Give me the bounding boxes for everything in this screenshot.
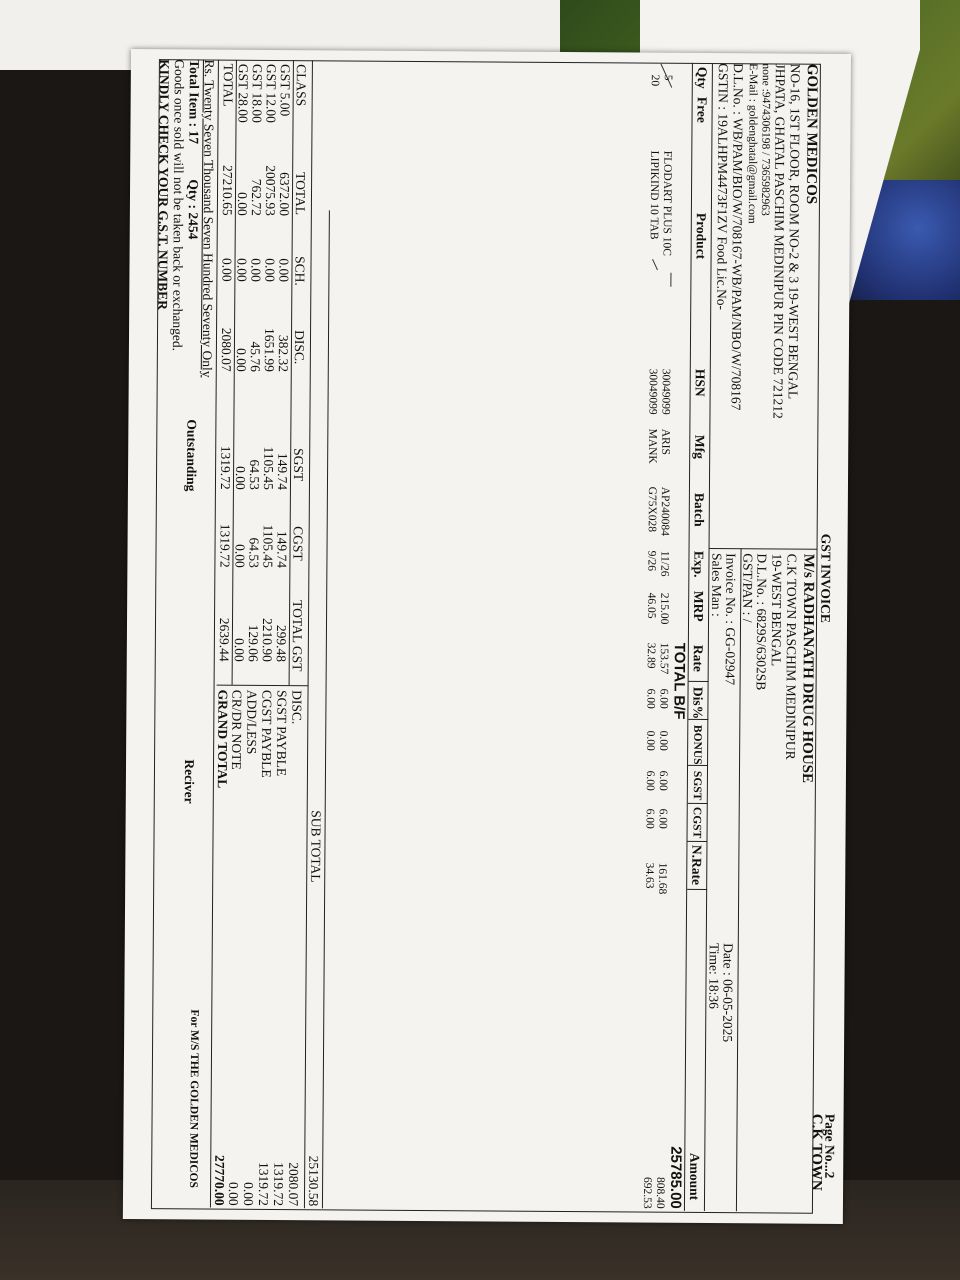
for-company-label: For M/S THE GOLDEN MEDICOS [187, 1009, 201, 1188]
tax-col-total-gst: TOTAL GST [289, 600, 306, 672]
item-hsn: 30049099 [646, 368, 659, 415]
terms-note: Goods once sold will not be taken back or exchanged. [169, 59, 187, 352]
seller-address-1: NO-16, 1ST FLOOR, ROOM NO-2 & 3 19-WEST BENGAL [785, 63, 803, 400]
col-divider-dis [688, 719, 708, 720]
buyer-name: M/s RADHANATH DRUG HOUSE [798, 553, 817, 784]
grand-total-value: 27770.00 [211, 1154, 228, 1206]
item-exp: 9/26 [645, 550, 658, 572]
tax-cgst: 64.53 [246, 537, 262, 568]
buyer-address-1: C.K TOWN PASCHIM MEDINIPUR [783, 553, 800, 760]
item-mrp: 215.00 [658, 592, 671, 625]
col-mrp: MRP [691, 590, 707, 622]
item-cgst: 6.00 [656, 808, 669, 829]
tax-class: TOTAL [220, 63, 236, 107]
item-product: LIPIKIND 10 TAB [647, 150, 661, 240]
invoice-title: GST INVOICE [818, 533, 834, 624]
total-bf-label: TOTAL B/F [670, 642, 688, 720]
tax-col-total: TOTAL [292, 172, 309, 216]
tax-disc: 382.32 [275, 334, 292, 373]
tax-col-class: CLASS [293, 64, 309, 107]
grand-total-label: GRAND TOTAL [214, 689, 231, 789]
sub-total-value: 25130.58 [305, 1155, 322, 1207]
item-bonus: 0.00 [657, 730, 670, 751]
item-qty: 20 [648, 74, 661, 87]
tax-disc: 2080.07 [218, 327, 235, 372]
page-number: Page No...2 [822, 1113, 838, 1179]
item-amount: 808.40 [653, 1177, 667, 1209]
sales-man: Sales Man : [709, 553, 725, 617]
tax-class: GST 28.00 [235, 63, 251, 123]
item-rate: 32.89 [644, 642, 657, 669]
tax-sgst: 0.00 [232, 466, 249, 490]
tax-disc: 1651.99 [261, 328, 278, 372]
seller-address-2: JHPATA, GHATAL PASCHIM MEDINIPUR PIN CODE 721212 [770, 63, 788, 419]
handwritten-dash [670, 273, 671, 287]
seller-phone: none :9474306198 / 7365982963 [758, 63, 772, 216]
tax-disc: 45.76 [247, 341, 263, 372]
item-sgst: 6.00 [643, 770, 656, 791]
town-label: C.K TOWN [808, 1113, 825, 1191]
tax-col-sgst: SGST [291, 448, 307, 482]
tax-cgst: 1319.72 [217, 523, 233, 568]
col-qty: Qty [694, 66, 710, 89]
total-item-count: Total Item : 17 [186, 59, 202, 145]
col-product: Product [693, 212, 709, 260]
tax-total-gst: 129.06 [245, 624, 262, 662]
col-divider-sgst [688, 803, 708, 804]
summary-value: 0.00 [240, 1182, 257, 1206]
buyer-dl-no: D.L.No. : 6829S/6302SB [753, 553, 770, 691]
summary-label: SGST PAYBLE [273, 689, 290, 777]
seller-dl-no: D.L.No. : WB/PAM/BIO/W/708167-WB/PAM/NBO/W/708167 [728, 63, 746, 411]
col-nrate: N.Rate [689, 844, 705, 886]
col-divider-nrate [687, 889, 707, 890]
col-mfg: Mfg [692, 434, 708, 460]
col-exp: Exp. [691, 550, 707, 578]
item-sgst: 6.00 [656, 770, 669, 791]
tax-class: GST 12.00 [263, 63, 279, 124]
tax-sgst: 1319.72 [217, 445, 234, 490]
tax-col-disc: DISC. [291, 330, 308, 365]
col-amount: Amount [686, 1152, 703, 1201]
tax-sgst: 1105.45 [260, 446, 277, 490]
tax-total-gst: 2210.90 [259, 618, 276, 662]
summary-value: 0.00 [225, 1182, 242, 1206]
tax-total: 762.72 [248, 178, 265, 216]
col-dis: Dis% [690, 686, 706, 720]
invoice-time: Time: 18:36 [706, 943, 722, 1010]
buyer-address-2: 19-WEST BENGAL [768, 553, 785, 667]
tax-sch: 0.00 [248, 258, 264, 282]
tax-class: GST 5.00 [277, 63, 293, 117]
summary-value: 1319.72 [255, 1161, 272, 1206]
tax-col-cgst: CGST [290, 526, 306, 561]
seller-gstin: GSTIN : 19ALHPM4473F1ZV Food Lic.No- [714, 63, 731, 311]
summary-value: 2080.07 [285, 1162, 302, 1207]
item-amount: 692.53 [640, 1176, 654, 1209]
seller-email: E-Mail : goldenghatal@gmail.com [745, 63, 759, 224]
summary-label: CR/DR NOTE [228, 689, 245, 770]
col-sgst: SGST [690, 770, 703, 801]
col-free: Free [694, 96, 710, 123]
item-mfg: ARIS [659, 428, 672, 455]
item-dis: 6.00 [657, 688, 670, 709]
tax-class: GST 18.00 [249, 63, 265, 123]
item-mrp: 46.05 [645, 592, 658, 619]
amount-in-words: Rs. Twenty Seven Thousand Seven Hundred Seventy Only [199, 59, 217, 378]
receiver-label: Reciver [181, 759, 198, 804]
summary-value: 1319.72 [270, 1162, 287, 1207]
item-bonus: 0.00 [644, 730, 657, 751]
item-nrate: 161.68 [656, 862, 669, 895]
item-batch: AP240084 [658, 486, 671, 536]
tax-total-gst: 299.48 [273, 624, 290, 663]
invoice-date: Date : 06-05-2025 [720, 943, 736, 1043]
item-dis: 6.00 [644, 688, 657, 709]
tax-total-gst: 2639.44 [216, 617, 233, 662]
tax-sgst: 149.74 [274, 452, 291, 491]
col-rate: Rate [690, 644, 706, 673]
gst-check-note: KINDLY CHECK YOUR G.S.T. NUMBER [155, 59, 172, 310]
tax-total: 6372.00 [276, 172, 293, 217]
item-product: FLODART PLUS 10C [660, 150, 674, 256]
col-bonus: BONUS [691, 724, 704, 765]
item-exp: 11/26 [658, 550, 671, 577]
invoice-content [131, 59, 839, 1214]
buyer-gst-pan: GST/PAN : / [740, 553, 756, 623]
tax-total-gst: 0.00 [231, 638, 247, 662]
invoice-number: Invoice No. : GG-02947 [722, 553, 739, 686]
col-divider-bonus [688, 765, 708, 766]
tax-sch: 0.00 [276, 258, 292, 283]
sub-total-label: SUB TOTAL [308, 810, 324, 883]
tax-col-sch: SCH. [292, 256, 308, 286]
tax-sch: 0.00 [234, 258, 250, 282]
item-cgst: 6.00 [643, 808, 656, 829]
tax-sch: 0.00 [262, 258, 278, 283]
tax-sgst: 64.53 [246, 459, 263, 490]
col-divider-cgst [687, 841, 707, 842]
item-rate: 153.57 [657, 642, 670, 675]
summary-label: DISC. [289, 690, 305, 725]
item-mfg: MANK [646, 428, 659, 464]
seller-name: GOLDEN MEDICOS [802, 63, 820, 205]
tax-cgst: 1105.45 [260, 524, 276, 568]
tax-total: 20075.93 [262, 165, 279, 217]
col-hsn: HSN [692, 368, 708, 397]
item-nrate: 34.63 [643, 862, 656, 889]
col-cgst: CGST [690, 806, 703, 839]
tax-disc: 0.00 [233, 348, 249, 372]
item-qty: 5 [661, 74, 674, 81]
outstanding-label: Outstanding [183, 419, 200, 492]
summary-label: ADD/LESS [244, 689, 260, 755]
tax-sch: 0.00 [219, 257, 235, 282]
tax-cgst: 0.00 [232, 544, 248, 568]
item-batch: G75X028 [645, 486, 658, 533]
tax-total: 27210.65 [219, 164, 236, 216]
col-batch: Batch [691, 492, 707, 527]
invoice-page [123, 49, 851, 1224]
total-bf-value: 25785.00 [666, 1146, 685, 1209]
col-divider-rate [689, 681, 709, 682]
total-qty: Qty : 2454 [185, 179, 202, 240]
item-hsn: 30049099 [659, 368, 672, 415]
tax-total: 0.00 [234, 192, 251, 216]
tax-cgst: 149.74 [274, 530, 290, 569]
summary-label: CGST PAYBLE [258, 689, 275, 778]
